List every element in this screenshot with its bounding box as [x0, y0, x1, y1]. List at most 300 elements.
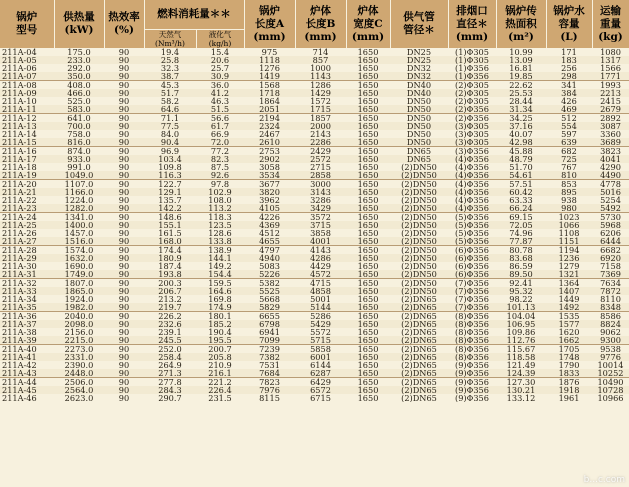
cell-flue: (9)Φ356: [448, 361, 496, 369]
cell-water: 1279: [546, 262, 592, 270]
header-length-b: 炉体 长度B (mm): [295, 0, 346, 48]
cell-water: 1662: [546, 336, 592, 345]
cell-length-b: 3715: [295, 221, 346, 229]
cell-fuel-liquefied: 133.8: [196, 237, 244, 246]
cell-width-c: 1650: [346, 312, 390, 321]
table-row: [0, 163, 629, 171]
cell-fuel-liquefied: 66.9: [196, 130, 244, 138]
cell-length-a: 3058: [244, 163, 295, 171]
cell-length-b: 2858: [295, 171, 346, 180]
cell-length-a: 7823: [244, 378, 295, 387]
table-row: [0, 254, 629, 262]
cell-heat: 350.0: [54, 72, 104, 81]
cell-width-c: 1650: [346, 386, 390, 394]
cell-area: 10.99: [496, 48, 546, 56]
cell-water: 426: [546, 97, 592, 105]
cell-flue: (8)Φ356: [448, 353, 496, 361]
cell-length-b: 5572: [295, 328, 346, 336]
cell-length-b: 5429: [295, 320, 346, 328]
cell-fuel-natural: 200.3: [144, 279, 196, 288]
cell-length-a: 1568: [244, 81, 295, 90]
cell-heat: 2623.0: [54, 394, 104, 402]
cell-efficiency: 90: [104, 72, 144, 81]
cell-area: 63.33: [496, 196, 546, 204]
cell-efficiency: 90: [104, 147, 144, 156]
cell-length-a: 3534: [244, 171, 295, 180]
cell-fuel-liquefied: 118.3: [196, 213, 244, 222]
table-header: [0, 0, 629, 48]
cell-heat: 233.0: [54, 56, 104, 64]
cell-heat: 874.0: [54, 147, 104, 156]
cell-flue: (3)Φ305: [448, 138, 496, 147]
cell-fuel-natural: 90.4: [144, 138, 196, 147]
cell-weight: 10728: [592, 386, 629, 394]
cell-fuel-natural: 277.8: [144, 378, 196, 387]
cell-efficiency: 90: [104, 361, 144, 369]
cell-fuel-natural: 284.3: [144, 386, 196, 394]
cell-flue: (2)Φ356: [448, 114, 496, 123]
cell-water: 1620: [546, 328, 592, 336]
cell-fuel-natural: 84.0: [144, 130, 196, 138]
cell-heat: 641.0: [54, 114, 104, 123]
cell-length-a: 5382: [244, 279, 295, 288]
cell-water: 682: [546, 147, 592, 156]
cell-weight: 4490: [592, 171, 629, 180]
cell-weight: 6682: [592, 246, 629, 255]
cell-length-b: 1429: [295, 89, 346, 97]
table-row: [0, 130, 629, 138]
cell-gas-pipe: (2)DN50: [390, 196, 448, 204]
cell-flue: (2)Φ305: [448, 89, 496, 97]
cell-area: 42.98: [496, 138, 546, 147]
cell-gas-pipe: DN25: [390, 48, 448, 56]
cell-length-b: 6429: [295, 378, 346, 387]
cell-model: 211A-07: [0, 72, 54, 81]
cell-area: 118.58: [496, 353, 546, 361]
cell-area: 28.44: [496, 97, 546, 105]
cell-fuel-liquefied: 169.8: [196, 295, 244, 303]
cell-length-a: 7531: [244, 361, 295, 369]
cell-water: 554: [546, 122, 592, 130]
cell-gas-pipe: (2)DN65: [390, 328, 448, 336]
cell-water: 1876: [546, 378, 592, 387]
cell-model: 211A-28: [0, 246, 54, 255]
cell-water: 1748: [546, 353, 592, 361]
cell-area: 127.30: [496, 378, 546, 387]
cell-area: 121.49: [496, 361, 546, 369]
cell-weight: 5968: [592, 221, 629, 229]
header-flue: 排烟口 直径＊ (mm): [448, 0, 496, 48]
table-row: [0, 122, 629, 130]
cell-flue: (2)Φ356: [448, 105, 496, 114]
table-row: [0, 81, 629, 90]
cell-gas-pipe: DN50: [390, 97, 448, 105]
cell-model: 211A-22: [0, 196, 54, 204]
cell-efficiency: 90: [104, 163, 144, 171]
cell-width-c: 1650: [346, 320, 390, 328]
cell-water: 938: [546, 196, 592, 204]
cell-flue: (4)Φ356: [448, 196, 496, 204]
cell-width-c: 1650: [346, 196, 390, 204]
cell-heat: 1690.0: [54, 262, 104, 270]
cell-length-b: 2000: [295, 122, 346, 130]
cell-fuel-natural: 168.0: [144, 237, 196, 246]
cell-efficiency: 90: [104, 336, 144, 345]
cell-heat: 466.0: [54, 89, 104, 97]
cell-gas-pipe: (2)DN50: [390, 171, 448, 180]
cell-area: 112.76: [496, 336, 546, 345]
cell-length-b: 3000: [295, 180, 346, 189]
cell-flue: (4)Φ356: [448, 180, 496, 189]
cell-area: 109.86: [496, 328, 546, 336]
cell-water: 1961: [546, 394, 592, 402]
cell-gas-pipe: DN50: [390, 105, 448, 114]
cell-efficiency: 90: [104, 287, 144, 295]
cell-water: 810: [546, 171, 592, 180]
cell-length-a: 2051: [244, 105, 295, 114]
cell-length-a: 4940: [244, 254, 295, 262]
cell-efficiency: 90: [104, 56, 144, 64]
cell-gas-pipe: DN40: [390, 89, 448, 97]
cell-fuel-natural: 264.9: [144, 361, 196, 369]
cell-efficiency: 90: [104, 254, 144, 262]
cell-length-b: 4001: [295, 237, 346, 246]
table-row: [0, 312, 629, 321]
cell-area: 86.59: [496, 262, 546, 270]
table-row: [0, 262, 629, 270]
cell-length-a: 4512: [244, 229, 295, 237]
cell-width-c: 1650: [346, 163, 390, 171]
cell-length-b: 6001: [295, 353, 346, 361]
cell-flue: (7)Φ356: [448, 303, 496, 312]
cell-fuel-natural: 25.8: [144, 56, 196, 64]
cell-length-a: 6941: [244, 328, 295, 336]
cell-width-c: 1650: [346, 180, 390, 189]
cell-weight: 3823: [592, 147, 629, 156]
cell-weight: 1771: [592, 72, 629, 81]
table-row: [0, 97, 629, 105]
cell-width-c: 1650: [346, 64, 390, 72]
cell-water: 1194: [546, 246, 592, 255]
cell-weight: 6920: [592, 254, 629, 262]
cell-gas-pipe: DN50: [390, 114, 448, 123]
cell-gas-pipe: (2)DN65: [390, 336, 448, 345]
cell-area: 95.32: [496, 287, 546, 295]
cell-water: 1918: [546, 386, 592, 394]
cell-weight: 6206: [592, 229, 629, 237]
cell-fuel-natural: 51.7: [144, 89, 196, 97]
cell-area: 22.62: [496, 81, 546, 90]
cell-length-b: 5001: [295, 295, 346, 303]
table-row: [0, 114, 629, 123]
cell-fuel-natural: 239.1: [144, 328, 196, 336]
cell-fuel-natural: 161.5: [144, 229, 196, 237]
cell-fuel-liquefied: 97.8: [196, 180, 244, 189]
cell-flue: (5)Φ356: [448, 221, 496, 229]
table-row: [0, 213, 629, 222]
cell-flue: (6)Φ356: [448, 262, 496, 270]
cell-efficiency: 90: [104, 221, 144, 229]
cell-efficiency: 90: [104, 303, 144, 312]
cell-weight: 8586: [592, 312, 629, 321]
cell-gas-pipe: (2)DN50: [390, 163, 448, 171]
cell-flue: (7)Φ356: [448, 279, 496, 288]
cell-heat: 1341.0: [54, 213, 104, 222]
cell-efficiency: 90: [104, 320, 144, 328]
cell-efficiency: 90: [104, 89, 144, 97]
cell-width-c: 1650: [346, 345, 390, 354]
cell-gas-pipe: DN32: [390, 64, 448, 72]
cell-model: 211A-04: [0, 48, 54, 56]
cell-area: 72.05: [496, 221, 546, 229]
cell-gas-pipe: (2)DN65: [390, 303, 448, 312]
cell-length-a: 7684: [244, 369, 295, 378]
cell-gas-pipe: (2)DN65: [390, 295, 448, 303]
table-row: [0, 72, 629, 81]
cell-heat: 408.0: [54, 81, 104, 90]
cell-fuel-liquefied: 61.7: [196, 122, 244, 130]
cell-area: 31.34: [496, 105, 546, 114]
cell-fuel-liquefied: 159.5: [196, 279, 244, 288]
cell-heat: 1749.0: [54, 270, 104, 279]
cell-flue: (9)Φ356: [448, 378, 496, 387]
cell-flue: (8)Φ356: [448, 345, 496, 354]
cell-gas-pipe: (2)DN65: [390, 386, 448, 394]
cell-fuel-natural: 103.4: [144, 155, 196, 163]
table-row: [0, 147, 629, 156]
cell-heat: 1400.0: [54, 221, 104, 229]
table-row: [0, 171, 629, 180]
cell-length-a: 3962: [244, 196, 295, 204]
cell-water: 1236: [546, 254, 592, 262]
cell-weight: 5016: [592, 188, 629, 196]
header-length-a: 锅炉 长度A (mm): [244, 0, 295, 48]
cell-width-c: 1650: [346, 171, 390, 180]
cell-weight: 4778: [592, 180, 629, 189]
cell-width-c: 1650: [346, 122, 390, 130]
cell-fuel-liquefied: 92.6: [196, 171, 244, 180]
cell-fuel-liquefied: 72.0: [196, 138, 244, 147]
cell-length-a: 5083: [244, 262, 295, 270]
cell-length-a: 2194: [244, 114, 295, 123]
cell-flue: (5)Φ356: [448, 237, 496, 246]
cell-efficiency: 90: [104, 114, 144, 123]
cell-flue: (3)Φ305: [448, 122, 496, 130]
cell-width-c: 1650: [346, 229, 390, 237]
cell-width-c: 1650: [346, 336, 390, 345]
header-fuel: 燃料消耗量＊＊: [144, 0, 244, 30]
cell-fuel-liquefied: 41.2: [196, 89, 244, 97]
cell-heat: 1516.0: [54, 237, 104, 246]
header-heat: 供热量 (kW): [54, 0, 104, 48]
cell-width-c: 1650: [346, 48, 390, 56]
cell-weight: 10252: [592, 369, 629, 378]
header-area: 锅炉传 热面积 (m²): [496, 0, 546, 48]
cell-gas-pipe: (2)DN50: [390, 246, 448, 255]
cell-model: 211A-21: [0, 188, 54, 196]
cell-heat: 583.0: [54, 105, 104, 114]
cell-efficiency: 90: [104, 97, 144, 105]
cell-model: 211A-10: [0, 97, 54, 105]
cell-water: 1066: [546, 221, 592, 229]
cell-efficiency: 90: [104, 171, 144, 180]
cell-weight: 7158: [592, 262, 629, 270]
cell-heat: 2506.0: [54, 378, 104, 387]
cell-heat: 1982.0: [54, 303, 104, 312]
cell-weight: 9300: [592, 336, 629, 345]
cell-length-b: 5858: [295, 345, 346, 354]
cell-model: 211A-35: [0, 303, 54, 312]
cell-area: 133.12: [496, 394, 546, 402]
cell-heat: 1865.0: [54, 287, 104, 295]
header-fuel-liquefied: 液化气 (kg/h): [196, 30, 244, 49]
cell-weight: 8824: [592, 320, 629, 328]
cell-efficiency: 90: [104, 312, 144, 321]
cell-model: 211A-15: [0, 138, 54, 147]
cell-length-b: 3858: [295, 229, 346, 237]
cell-heat: 758.0: [54, 130, 104, 138]
cell-fuel-liquefied: 180.1: [196, 312, 244, 321]
cell-length-b: 1286: [295, 81, 346, 90]
cell-length-a: 5226: [244, 270, 295, 279]
cell-flue: (7)Φ356: [448, 287, 496, 295]
cell-length-a: 7976: [244, 386, 295, 394]
cell-fuel-natural: 271.3: [144, 369, 196, 378]
cell-water: 341: [546, 81, 592, 90]
table-row: [0, 295, 629, 303]
cell-fuel-liquefied: 102.9: [196, 188, 244, 196]
table-body: [0, 48, 629, 402]
cell-length-a: 1864: [244, 97, 295, 105]
cell-length-b: 2715: [295, 163, 346, 171]
cell-gas-pipe: (2)DN65: [390, 378, 448, 387]
cell-weight: 8110: [592, 295, 629, 303]
cell-heat: 1166.0: [54, 188, 104, 196]
cell-efficiency: 90: [104, 105, 144, 114]
cell-gas-pipe: (2)DN50: [390, 188, 448, 196]
cell-efficiency: 90: [104, 295, 144, 303]
header-water: 锅炉水 容量 (L): [546, 0, 592, 48]
cell-water: 767: [546, 163, 592, 171]
cell-fuel-natural: 232.6: [144, 320, 196, 328]
cell-length-b: 3143: [295, 188, 346, 196]
cell-length-a: 7099: [244, 336, 295, 345]
cell-model: 211A-36: [0, 312, 54, 321]
cell-length-b: 6572: [295, 386, 346, 394]
cell-fuel-liquefied: 15.4: [196, 48, 244, 56]
cell-width-c: 1650: [346, 369, 390, 378]
table-row: [0, 378, 629, 387]
cell-flue: (8)Φ356: [448, 320, 496, 328]
cell-weight: 7634: [592, 279, 629, 288]
cell-length-a: 975: [244, 48, 295, 56]
cell-flue: (5)Φ356: [448, 229, 496, 237]
cell-gas-pipe: (2)DN50: [390, 204, 448, 213]
cell-weight: 2415: [592, 97, 629, 105]
cell-flue: (3)Φ305: [448, 130, 496, 138]
cell-width-c: 1650: [346, 155, 390, 163]
cell-fuel-natural: 77.5: [144, 122, 196, 130]
cell-length-a: 2324: [244, 122, 295, 130]
cell-heat: 525.0: [54, 97, 104, 105]
cell-water: 1449: [546, 295, 592, 303]
cell-weight: 2892: [592, 114, 629, 123]
cell-length-b: 6287: [295, 369, 346, 378]
cell-heat: 175.0: [54, 48, 104, 56]
cell-length-a: 7239: [244, 345, 295, 354]
cell-flue: (8)Φ356: [448, 336, 496, 345]
cell-fuel-liquefied: 25.7: [196, 64, 244, 72]
cell-length-a: 5829: [244, 303, 295, 312]
cell-length-b: 1000: [295, 64, 346, 72]
cell-heat: 933.0: [54, 155, 104, 163]
table-row: [0, 221, 629, 229]
cell-fuel-liquefied: 185.2: [196, 320, 244, 328]
header-gas-pipe: 供气管 管径＊: [390, 0, 448, 48]
cell-efficiency: 90: [104, 279, 144, 288]
cell-area: 92.41: [496, 279, 546, 288]
cell-length-a: 4105: [244, 204, 295, 213]
cell-width-c: 1650: [346, 130, 390, 138]
cell-water: 597: [546, 130, 592, 138]
cell-length-a: 1276: [244, 64, 295, 72]
cell-flue: (9)Φ356: [448, 394, 496, 402]
cell-fuel-natural: 142.2: [144, 204, 196, 213]
cell-width-c: 1650: [346, 254, 390, 262]
cell-water: 171: [546, 48, 592, 56]
cell-water: 1833: [546, 369, 592, 378]
cell-width-c: 1650: [346, 378, 390, 387]
cell-fuel-natural: 96.9: [144, 147, 196, 156]
table-row: [0, 196, 629, 204]
cell-fuel-liquefied: 154.4: [196, 270, 244, 279]
cell-fuel-liquefied: 138.9: [196, 246, 244, 255]
cell-length-b: 1572: [295, 97, 346, 105]
cell-efficiency: 90: [104, 130, 144, 138]
cell-weight: 9538: [592, 345, 629, 354]
cell-length-a: 7382: [244, 353, 295, 361]
cell-fuel-liquefied: 144.1: [196, 254, 244, 262]
cell-fuel-liquefied: 36.0: [196, 81, 244, 90]
cell-model: 211A-44: [0, 378, 54, 387]
cell-fuel-natural: 32.3: [144, 64, 196, 72]
cell-gas-pipe: (2)DN50: [390, 180, 448, 189]
cell-efficiency: 90: [104, 369, 144, 378]
cell-weight: 8348: [592, 303, 629, 312]
cell-gas-pipe: (2)DN50: [390, 254, 448, 262]
table-row: [0, 48, 629, 56]
cell-water: 895: [546, 188, 592, 196]
cell-width-c: 1650: [346, 303, 390, 312]
table-row: [0, 246, 629, 255]
cell-width-c: 1650: [346, 353, 390, 361]
cell-weight: 9062: [592, 328, 629, 336]
cell-heat: 2156.0: [54, 328, 104, 336]
header-weight: 运输 重量 (kg): [592, 0, 629, 48]
cell-fuel-natural: 148.6: [144, 213, 196, 222]
cell-area: 37.16: [496, 122, 546, 130]
cell-width-c: 1650: [346, 394, 390, 402]
table-row: [0, 64, 629, 72]
cell-fuel-natural: 122.7: [144, 180, 196, 189]
cell-model: 211A-43: [0, 369, 54, 378]
cell-length-b: 4286: [295, 254, 346, 262]
cell-fuel-natural: 180.9: [144, 254, 196, 262]
cell-heat: 700.0: [54, 122, 104, 130]
cell-fuel-liquefied: 128.6: [196, 229, 244, 237]
table-row: [0, 336, 629, 345]
cell-length-a: 5525: [244, 287, 295, 295]
